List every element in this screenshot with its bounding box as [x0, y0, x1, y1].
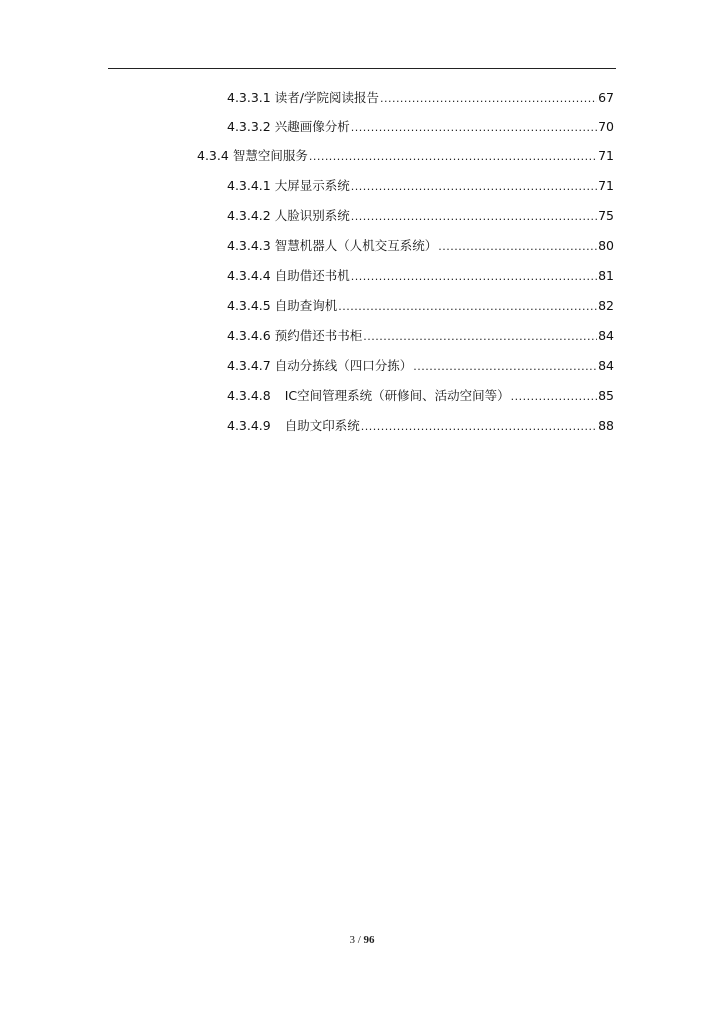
dot-leader — [338, 295, 597, 319]
toc-entry-title: 人脸识别系统 — [274, 208, 350, 223]
toc-entry-title: 智慧空间服务 — [232, 148, 308, 163]
toc-entry-number: 4.3.4.3 — [227, 238, 271, 253]
toc-entry-title: 读者/学院阅读报告 — [274, 90, 379, 105]
toc-entry-number: 4.3.4.6 — [227, 328, 271, 343]
toc-entry-number: 4.3.4.8 — [227, 388, 271, 403]
current-page-number: 3 — [349, 934, 355, 946]
toc-entry-4-3-4-6[interactable] — [227, 324, 614, 348]
toc-entry-page: 80 — [598, 238, 614, 253]
toc-entry-4-3-4[interactable] — [197, 144, 614, 168]
toc-entry-4-3-4-7[interactable] — [227, 354, 614, 378]
toc-entry-4-3-4-1[interactable] — [227, 174, 614, 198]
toc-entry-number: 4.3.3.1 — [227, 90, 271, 105]
toc-entry-page: 88 — [598, 418, 614, 433]
dot-leader — [309, 145, 597, 169]
toc-entry-number: 4.3.4.2 — [227, 208, 271, 223]
toc-entry-title: 自助借还书机 — [274, 268, 350, 283]
toc-entry-4-3-3-1[interactable] — [227, 86, 614, 110]
toc-entry-4-3-4-8[interactable] — [227, 384, 614, 408]
toc-entry-number: 4.3.4.7 — [227, 358, 271, 373]
toc-entry-number: 4.3.4.4 — [227, 268, 271, 283]
toc-entry-page: 71 — [598, 148, 614, 163]
toc-entry-title: 预约借还书书柜 — [274, 328, 363, 343]
dot-leader — [351, 205, 597, 229]
toc-entry-title: 自动分拣线（四口分拣） — [274, 358, 413, 373]
toc-entry-page: 85 — [598, 388, 614, 403]
toc-entry-number: 4.3.4.9 — [227, 418, 271, 433]
dot-leader — [351, 116, 597, 140]
dot-leader — [380, 87, 597, 111]
toc-entry-4-3-4-2[interactable] — [227, 204, 614, 228]
toc-entry-page: 82 — [598, 298, 614, 313]
toc-entry-4-3-3-2[interactable] — [227, 115, 614, 139]
toc-entry-number: 4.3.4 — [197, 148, 229, 163]
toc-entry-4-3-4-5[interactable] — [227, 294, 614, 318]
dot-leader — [511, 385, 597, 409]
toc-entry-title: 智慧机器人（人机交互系统） — [274, 238, 438, 253]
toc-entry-title: 自助查询机 — [274, 298, 338, 313]
toc-entry-title: 兴趣画像分析 — [274, 119, 350, 134]
dot-leader — [351, 175, 597, 199]
dot-leader — [363, 325, 597, 349]
toc-entry-page: 67 — [598, 90, 614, 105]
header-rule — [108, 68, 616, 69]
toc-entry-title: IC空间管理系统（研修间、活动空间等） — [284, 388, 510, 403]
toc-entry-4-3-4-9[interactable] — [227, 414, 614, 438]
toc-entry-number: 4.3.4.5 — [227, 298, 271, 313]
toc-entry-title: 大屏显示系统 — [274, 178, 350, 193]
dot-leader — [413, 355, 597, 379]
page-separator: / — [354, 934, 364, 946]
dot-leader — [361, 415, 597, 439]
dot-leader — [351, 265, 597, 289]
toc-entry-4-3-4-4[interactable] — [227, 264, 614, 288]
toc-entry-title: 自助文印系统 — [284, 418, 360, 433]
toc-entry-4-3-4-3[interactable] — [227, 234, 614, 258]
toc-entry-page: 70 — [598, 119, 614, 134]
page-footer — [0, 934, 724, 946]
toc-entry-page: 81 — [598, 268, 614, 283]
toc-entry-page: 84 — [598, 328, 614, 343]
toc-entry-number: 4.3.3.2 — [227, 119, 271, 134]
total-pages: 96 — [363, 934, 375, 946]
toc-entry-page: 84 — [598, 358, 614, 373]
toc-entry-page: 75 — [598, 208, 614, 223]
toc-entry-number: 4.3.4.1 — [227, 178, 271, 193]
dot-leader — [438, 235, 597, 259]
toc-entry-page: 71 — [598, 178, 614, 193]
